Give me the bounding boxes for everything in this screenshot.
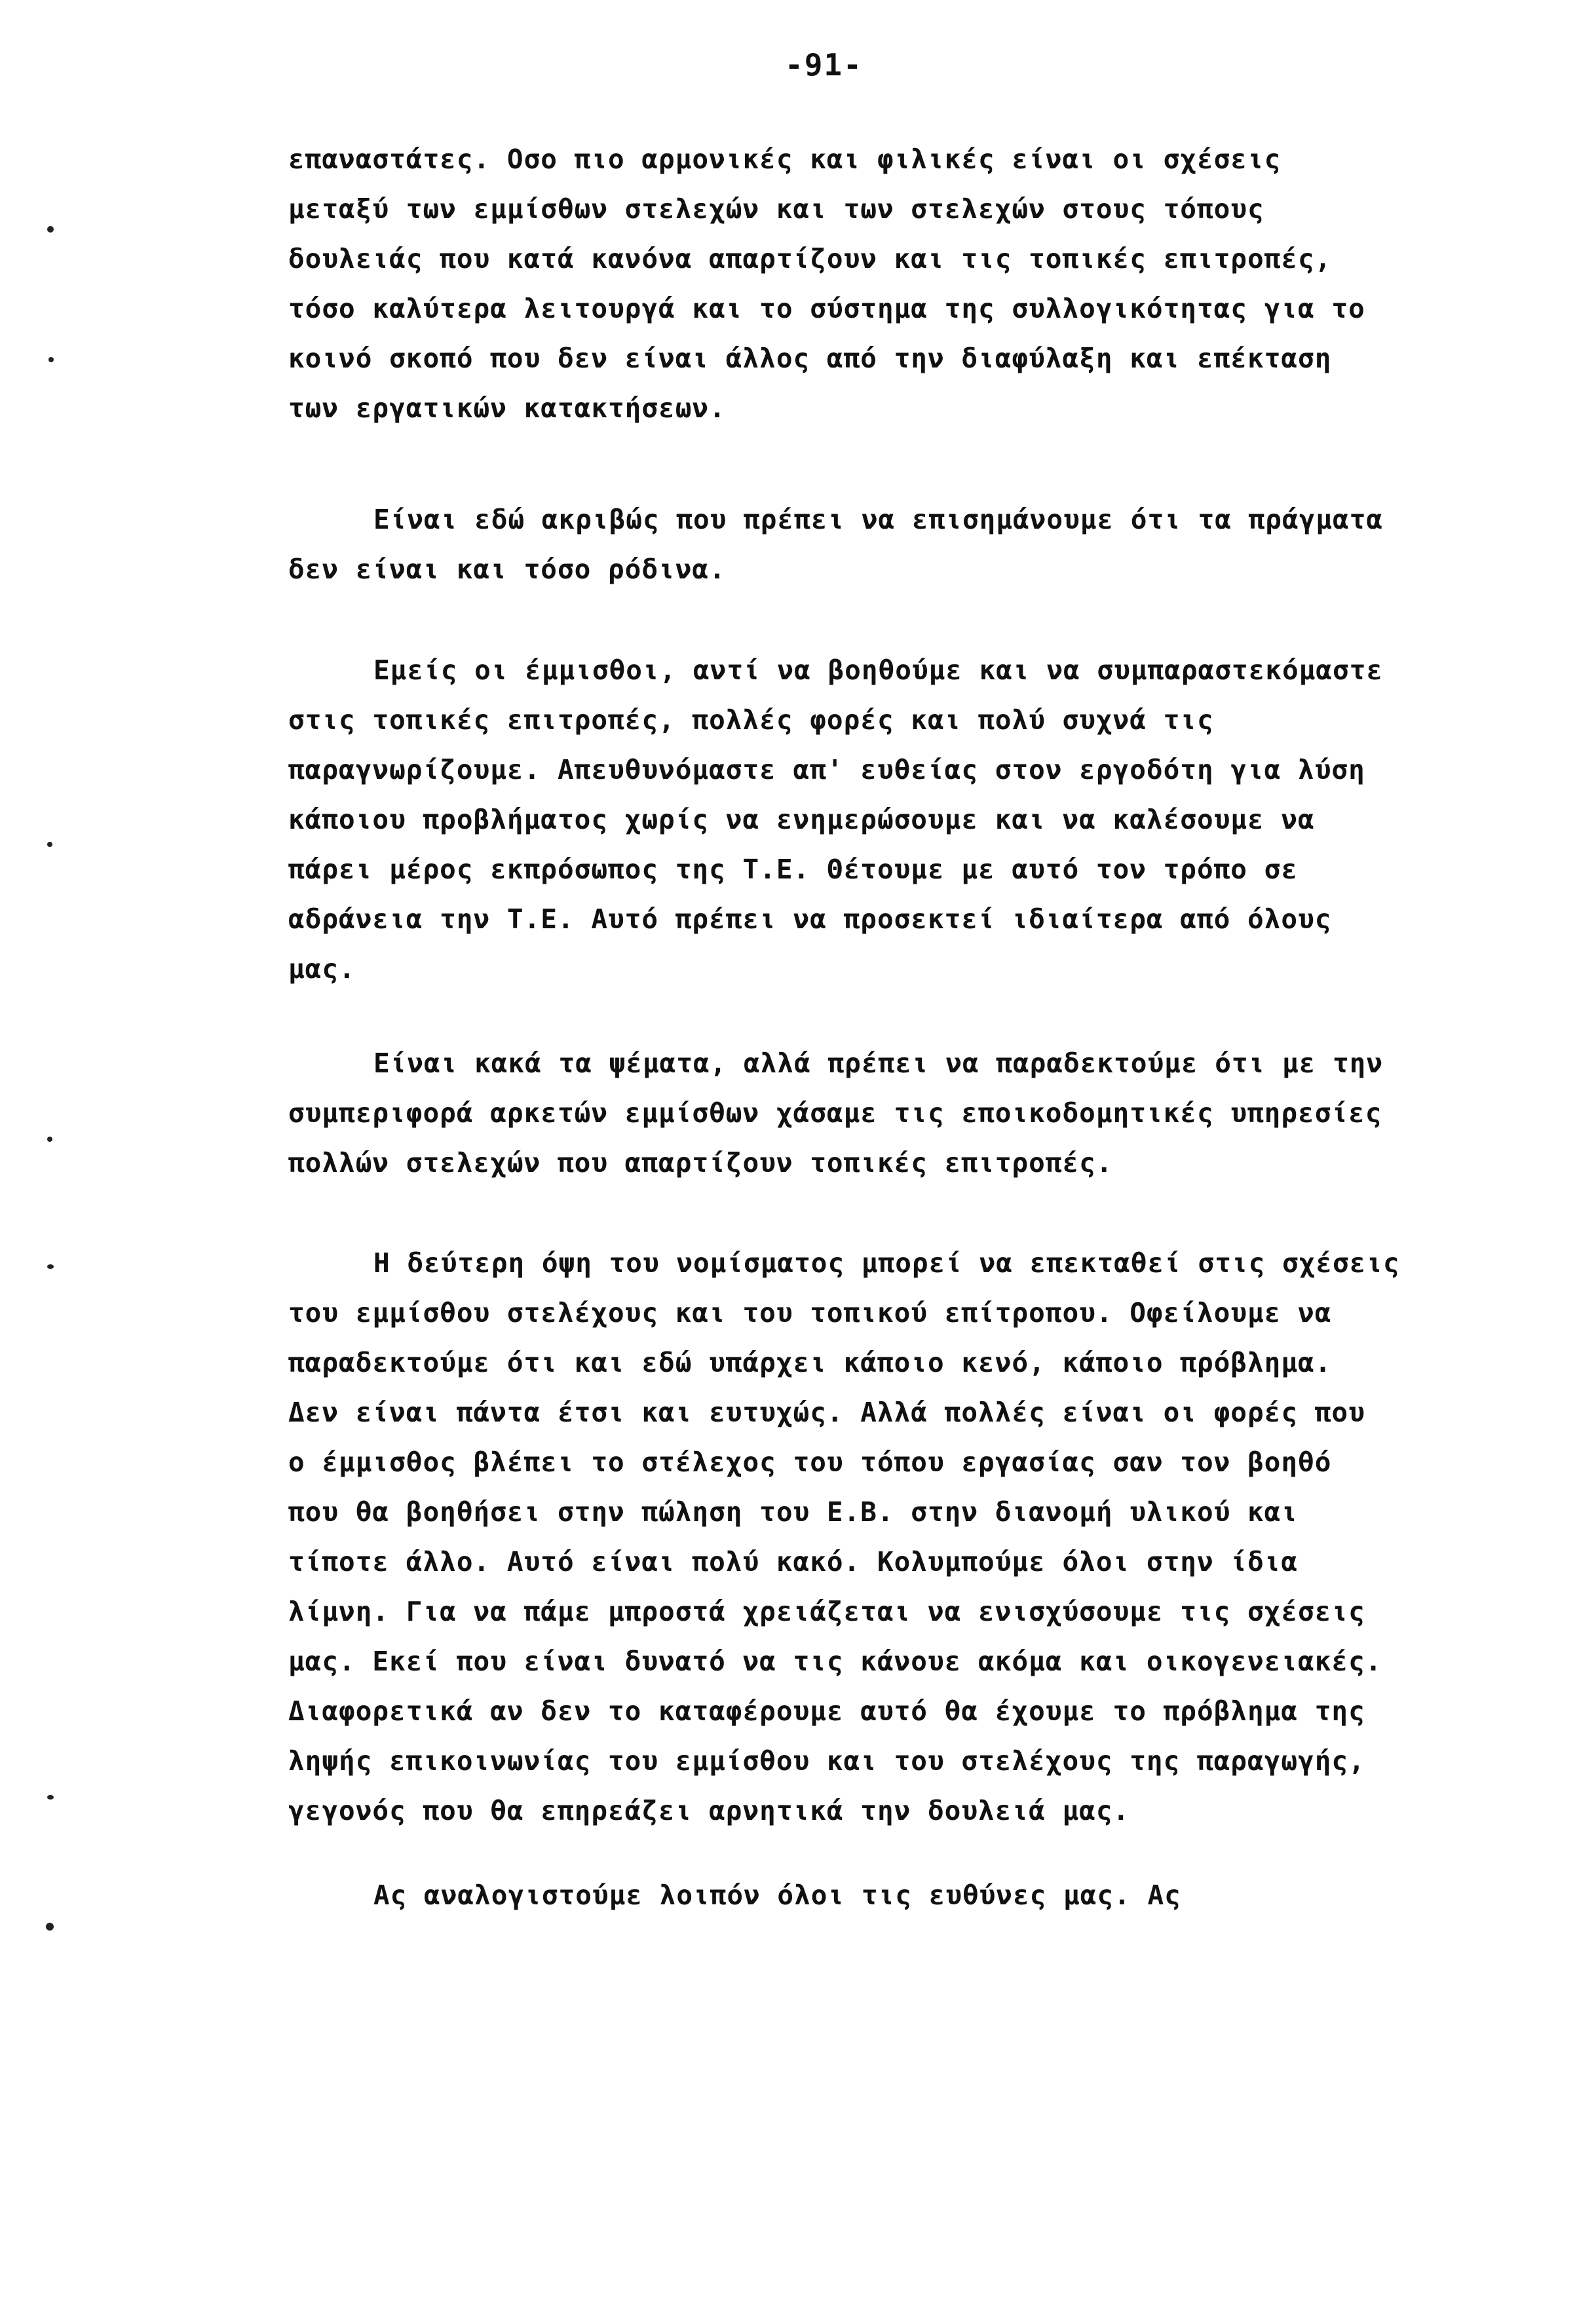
text-line: Δεν είναι πάντα έτσι και ευτυχώς. Αλλά πολλές είναι οι φορές που xyxy=(288,1397,1365,1428)
text-line: μεταξύ των εμμίσθων στελεχών και των στελεχών στους τόπους xyxy=(288,193,1264,225)
paragraph-1 xyxy=(288,134,1415,433)
text-line: κάποιου προβλήματος χωρίς να ενημερώσουμε και να καλέσουμε να xyxy=(288,804,1315,835)
paragraph-3 xyxy=(288,645,1415,994)
text-line: μας. xyxy=(288,953,356,985)
page-number: -91- xyxy=(785,47,863,83)
text-line: Η δεύτερη όψη του νομίσματος μπορεί να επεκταθεί στις σχέσεις xyxy=(373,1247,1400,1279)
text-line: Ας αναλογιστούμε λοιπόν όλοι τις ευθύνες μας. Ας xyxy=(373,1879,1181,1911)
paragraph-2 xyxy=(288,495,1415,594)
paragraph-5 xyxy=(288,1238,1415,1836)
text-line: συμπεριφορά αρκετών εμμίσθων χάσαμε τις εποικοδομητικές υπηρεσίες xyxy=(288,1097,1382,1129)
text-line: παραγνωρίζουμε. Απευθυνόμαστε απ' ευθείας στον εργοδότη για λύση xyxy=(288,754,1365,785)
text-line: γεγονός που θα επηρεάζει αρνητικά την δουλειά μας. xyxy=(288,1795,1130,1826)
scan-mark xyxy=(46,1923,54,1931)
text-line: λίμνη. Για να πάμε μπροστά χρειάζεται να ενισχύσουμε τις σχέσεις xyxy=(288,1596,1365,1627)
scan-mark xyxy=(47,1137,52,1142)
text-line: Διαφορετικά αν δεν το καταφέρουμε αυτό θα έχουμε το πρόβλημα της xyxy=(288,1695,1365,1727)
text-line: του εμμίσθου στελέχους και του τοπικού επίτροπου. Οφείλουμε να xyxy=(288,1297,1332,1329)
scan-mark xyxy=(47,226,54,233)
text-line: δεν είναι και τόσο ρόδινα. xyxy=(288,554,726,585)
text-line: Εμείς οι έμμισθοι, αντί να βοηθούμε και να συμπαραστεκόμαστε xyxy=(373,654,1384,686)
text-line: τίποτε άλλο. Αυτό είναι πολύ κακό. Κολυμπούμε όλοι στην ίδια xyxy=(288,1546,1299,1577)
text-line: μας. Εκεί που είναι δυνατό να τις κάνουε ακόμα και οικογενειακές. xyxy=(288,1646,1382,1677)
text-line: στις τοπικές επιτροπές, πολλές φορές και πολύ συχνά τις xyxy=(288,704,1214,736)
scan-mark xyxy=(47,842,52,847)
text-line: κοινό σκοπό που δεν είναι άλλος από την διαφύλαξη και επέκταση xyxy=(288,343,1332,374)
text-line: πάρει μέρος εκπρόσωπος της Τ.Ε. Θέτουμε με αυτό τον τρόπο σε xyxy=(288,854,1299,885)
text-line: Είναι εδώ ακριβώς που πρέπει να επισημάνουμε ότι τα πράγματα xyxy=(373,504,1384,535)
paragraph-4 xyxy=(288,1038,1415,1188)
text-line: των εργατικών κατακτήσεων. xyxy=(288,392,726,424)
text-line: τόσο καλύτερα λειτουργά και το σύστημα της συλλογικότητας για το xyxy=(288,293,1365,324)
text-line: ληψής επικοινωνίας του εμμίσθου και του στελέχους της παραγωγής, xyxy=(288,1745,1365,1777)
scan-mark xyxy=(47,1264,54,1269)
scan-mark xyxy=(47,1795,54,1800)
text-line: πολλών στελεχών που απαρτίζουν τοπικές επιτροπές. xyxy=(288,1147,1113,1179)
text-line: που θα βοηθήσει στην πώληση του Ε.Β. στην διανομή υλικού και xyxy=(288,1496,1299,1528)
text-line: αδράνεια την Τ.Ε. Αυτό πρέπει να προσεκτεί ιδιαίτερα από όλους xyxy=(288,903,1332,935)
text-line: παραδεκτούμε ότι και εδώ υπάρχει κάποιο κενό, κάποιο πρόβλημα. xyxy=(288,1347,1332,1378)
scan-mark xyxy=(48,357,54,362)
text-line: επαναστάτες. Οσο πιο αρμονικές και φιλικές είναι οι σχέσεις xyxy=(288,143,1282,175)
text-line: Είναι κακά τα ψέματα, αλλά πρέπει να παραδεκτούμε ότι με την xyxy=(373,1047,1384,1079)
paragraph-6 xyxy=(288,1870,1415,1920)
text-line: δουλειάς που κατά κανόνα απαρτίζουν και τις τοπικές επιτροπές, xyxy=(288,243,1332,274)
text-line: ο έμμισθος βλέπει το στέλεχος του τόπου εργασίας σαν τον βοηθό xyxy=(288,1446,1332,1478)
